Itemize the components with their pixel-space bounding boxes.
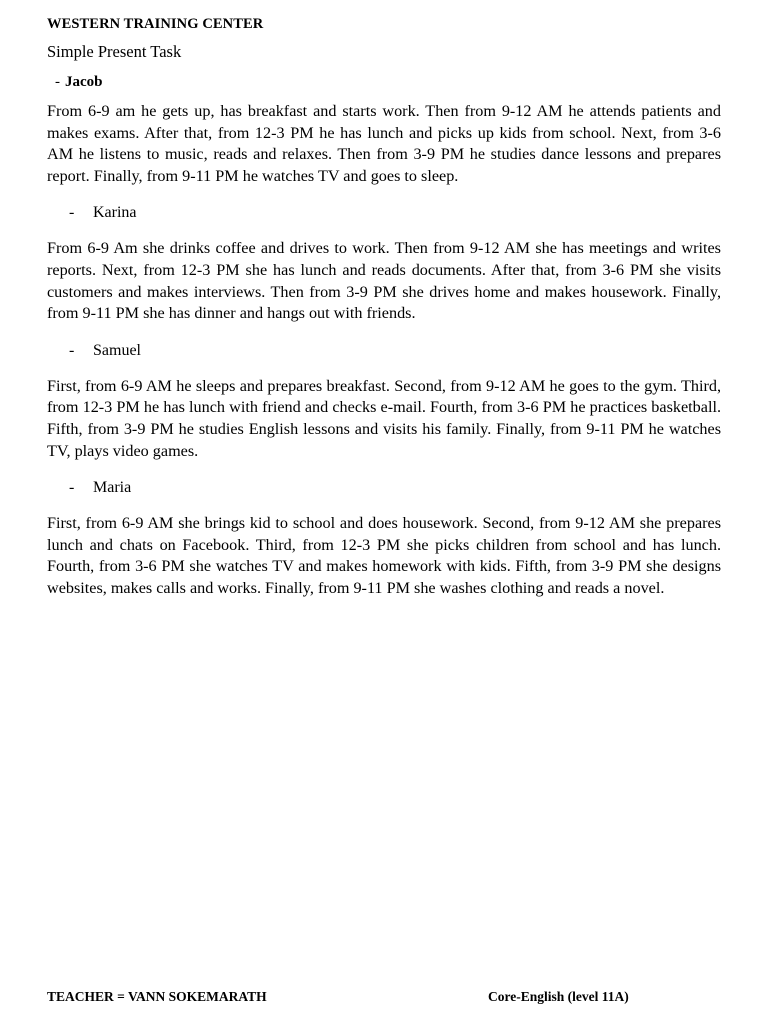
person-heading-karina: [47, 203, 721, 223]
person-name: Maria: [93, 479, 132, 497]
person-name: Samuel: [93, 341, 141, 359]
person-heading-maria: [47, 478, 721, 498]
document-page: [47, 14, 721, 600]
paragraph-maria: First, from 6-9 AM she brings kid to school and does housework. Second, from 9-12 AM she prepares lunch and chats on Facebook. Third, from 12-3 PM she picks children from school and has lunch. Fourth, from 3-6 PM she watches TV and makes homework with kids. Fifth, from 3-9 PM she designs websites, makes calls and works. Finally, from 9-11 PM she washes clothing and reads a novel.: [47, 514, 721, 597]
paragraph-samuel: First, from 6-9 AM he sleeps and prepares breakfast. Second, from 9-12 AM he goes to the gym. Third, from 12-3 PM he has lunch with friend and checks e-mail. Fourth, from 3-6 PM he practices basketball. Fifth, from 3-9 PM he studies English lessons and visits his family. Finally, from 9-11 PM he watches TV, plays video games.: [47, 376, 721, 460]
list-dash: -: [69, 341, 75, 359]
list-dash: -: [69, 204, 75, 222]
footer-teacher: TEACHER = VANN SOKEMARATH: [47, 989, 267, 1004]
person-name: Karina: [93, 204, 137, 222]
footer-course: Core-English (level 11A): [488, 989, 629, 1004]
task-title: Simple Present Task: [47, 42, 182, 61]
paragraph-karina: From 6-9 Am she drinks coffee and drives to work. Then from 9-12 AM she has meetings and writes reports. Next, from 12-3 PM she has lunch and reads documents. After that, from 3-6 PM she visits customers and makes interviews. Then from 3-9 PM she drives home and makes housework. Finally, from 9-11 PM she has dinner and hangs out with friends.: [47, 239, 721, 323]
paragraph-jacob: From 6-9 am he gets up, has breakfast and starts work. Then from 9-12 AM he attends patients and makes exams. After that, from 12-3 PM he has lunch and picks up kids from school. Next, from 3-6 AM he listens to music, reads and relaxes. Then from 3-9 PM he studies dance lessons and prepares report. Finally, from 9-11 PM he watches TV and goes to sleep.: [47, 102, 721, 185]
person-heading-jacob: [47, 72, 721, 92]
person-heading-samuel: [47, 341, 721, 361]
organization-heading: WESTERN TRAINING CENTER: [47, 16, 264, 32]
person-name: Jacob: [65, 74, 103, 90]
list-dash: -: [69, 479, 75, 497]
list-dash: -: [55, 74, 60, 90]
